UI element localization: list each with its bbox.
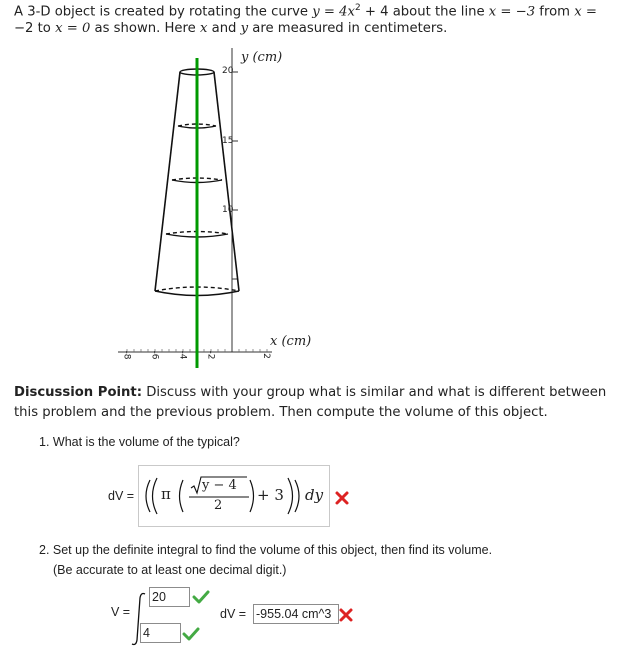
intro-text: and	[207, 21, 241, 37]
left-paren	[180, 480, 184, 512]
question-1-label: 1. What is the volume of the typical?	[39, 435, 240, 449]
sqrt-radicand: y − 4	[202, 478, 237, 493]
lower-limit-input[interactable]: 4	[140, 623, 181, 643]
correct-icon	[182, 626, 200, 642]
right-paren	[295, 480, 299, 512]
denominator: 2	[214, 498, 223, 513]
intro-text: + 4 about the line	[360, 4, 489, 20]
question-2-label: 2. Set up the definite integral to find the volume of this object, then find its volume.	[39, 543, 493, 557]
discussion-point	[14, 383, 634, 423]
var-y: y	[240, 21, 249, 37]
curve-equation: y = 4x	[312, 4, 355, 20]
x-tick-label: 2	[260, 353, 271, 359]
discussion-heading: Discussion Point:	[14, 385, 142, 400]
exponent: 2	[354, 3, 361, 13]
intro-text: as shown. Here	[90, 21, 200, 37]
left-paren	[146, 480, 150, 512]
x-axis-label: x (cm)	[270, 334, 312, 349]
intro-text: are measured in centimeters.	[248, 21, 448, 37]
dv-answer-field[interactable]	[138, 465, 330, 527]
v-label: V =	[111, 605, 131, 619]
x-tick-label: -4	[177, 350, 188, 360]
x-tick-label: -6	[149, 350, 160, 360]
dv-integrand-label: dV =	[220, 607, 247, 621]
y-tick-label-10: 10	[222, 205, 234, 215]
axis-of-rotation: x = −3	[488, 4, 536, 20]
pi-symbol: π	[161, 485, 171, 503]
intro-text: A 3-D object is created by rotating the curve	[14, 4, 313, 20]
dv-label: dV =	[108, 489, 135, 503]
left-paren	[153, 478, 158, 514]
wrong-icon	[334, 490, 350, 506]
y-axis-label: y (cm)	[241, 50, 283, 65]
intro-text: from	[535, 4, 575, 20]
intro-text: −2 to	[14, 21, 56, 37]
x-tick-label: -8	[121, 350, 132, 360]
right-paren	[250, 480, 254, 512]
left-profile	[155, 72, 180, 291]
x-tick-label: -2	[205, 350, 216, 360]
bound-var: x =	[574, 4, 597, 20]
discussion-text: Discuss with your group what is similar and what is different between this problem and the previous problem. Then compute the volume of this object.	[14, 385, 607, 420]
y-tick-label-20: 20	[222, 66, 234, 76]
right-paren	[288, 478, 293, 514]
question-2-note: (Be accurate to at least one decimal digit.)	[53, 563, 287, 577]
upper-bound: x = 0	[55, 21, 91, 37]
upper-limit-input[interactable]: 20	[149, 587, 190, 607]
y-tick-label-15: 15	[222, 136, 234, 146]
right-profile	[214, 72, 239, 291]
var-x: x	[199, 21, 208, 37]
dy-differential: dy	[305, 486, 324, 504]
correct-icon	[192, 589, 210, 605]
plus-term: + 3	[257, 486, 284, 504]
volume-answer-input[interactable]: -955.04 cm^3	[253, 604, 339, 624]
wrong-icon	[338, 607, 354, 623]
